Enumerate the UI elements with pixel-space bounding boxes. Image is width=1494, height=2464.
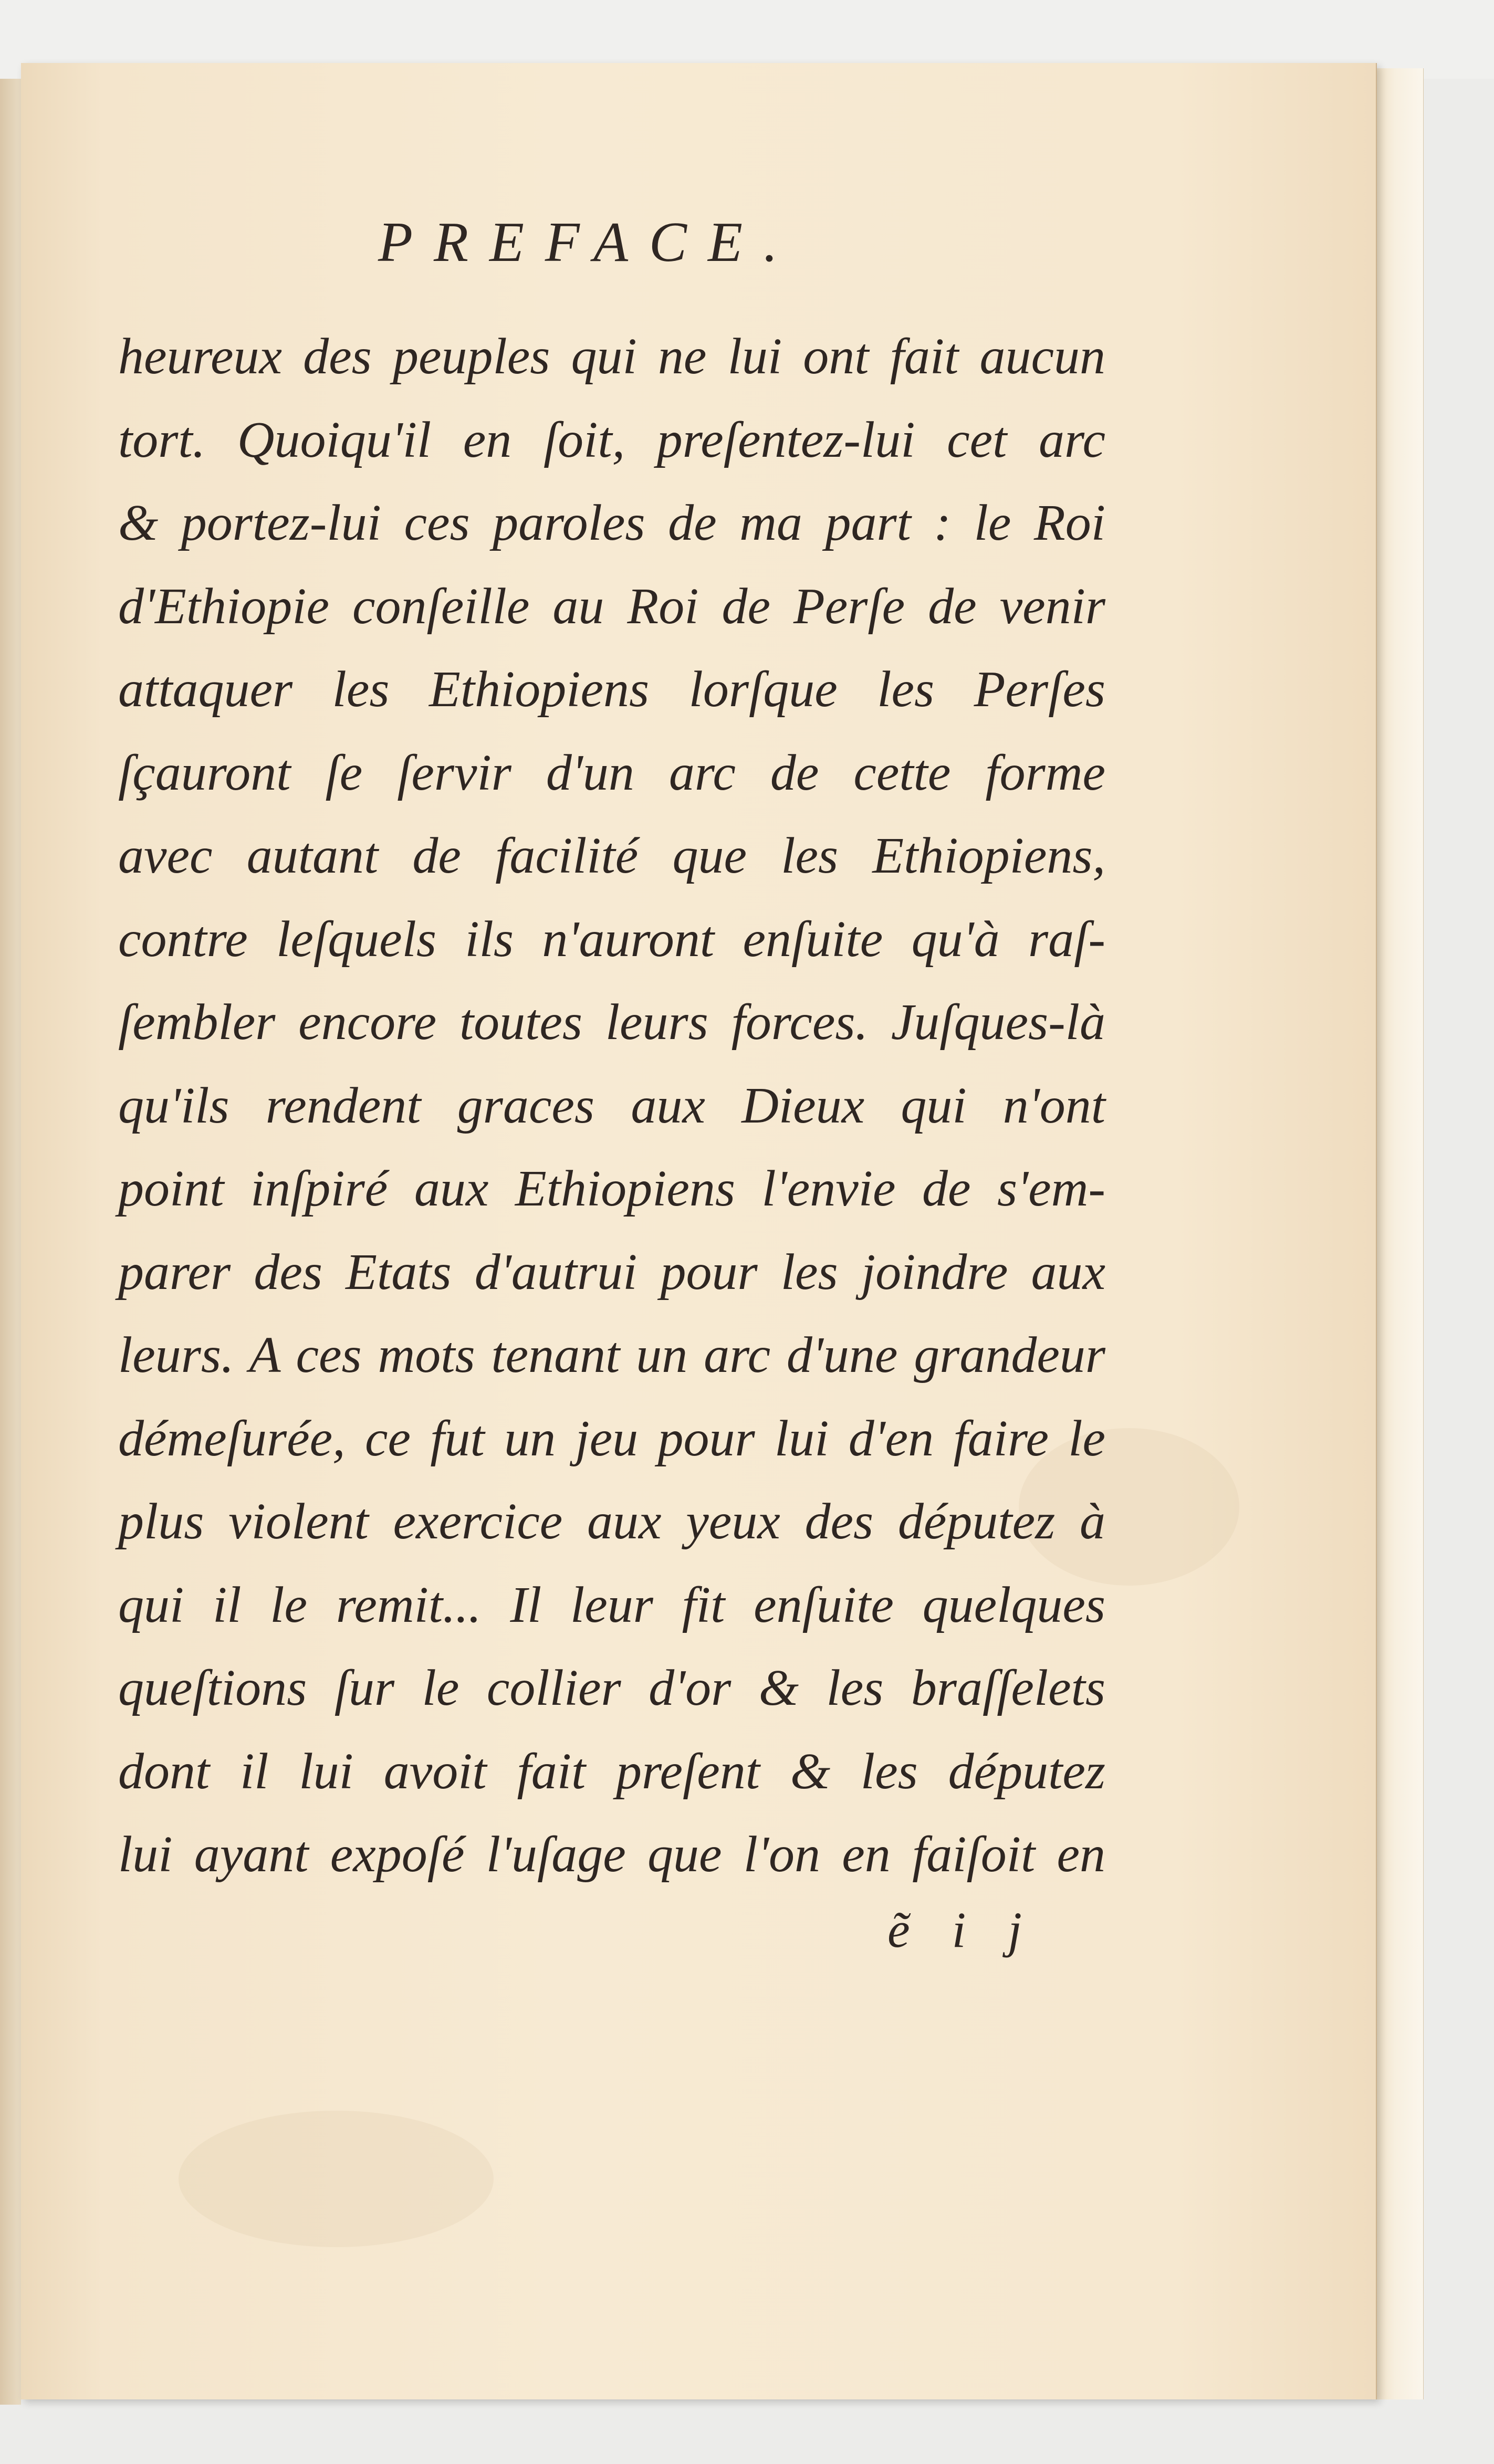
text-line: tort. Quoiqu'il en ſoit, preſentez-lui cet arc bbox=[118, 411, 1105, 468]
body-text bbox=[118, 315, 1105, 1896]
text-line: ſçauront ſe ſervir d'un arc de cette forme bbox=[118, 744, 1105, 801]
text-line: lui ayant expoſé l'uſage que l'on en faiſoit en bbox=[118, 1826, 1105, 1883]
text-line: avec autant de facilité que les Ethiopiens, bbox=[118, 827, 1105, 884]
text-line: qu'ils rendent graces aux Dieux qui n'ont bbox=[118, 1077, 1105, 1134]
running-head: PREFACE. bbox=[378, 211, 799, 274]
text-line: ſembler encore toutes leurs forces. Juſques-là bbox=[118, 994, 1105, 1051]
text-line: leurs. A ces mots tenant un arc d'une grandeur bbox=[118, 1327, 1105, 1383]
paper-stain bbox=[179, 2111, 494, 2247]
text-line: parer des Etats d'autrui pour les joindre aux bbox=[118, 1243, 1105, 1301]
text-line: d'Ethiopie conſeille au Roi de Perſe de venir bbox=[118, 578, 1105, 635]
text-line: qui il le remit... Il leur fit enſuite quelques bbox=[118, 1576, 1105, 1633]
text-line: démeſurée, ce fut un jeu pour lui d'en faire le bbox=[118, 1410, 1105, 1467]
page-fore-edge bbox=[1376, 68, 1424, 2399]
text-line: & portez-lui ces paroles de ma part : le Roi bbox=[118, 495, 1105, 551]
text-line: dont il lui avoit fait preſent & les députez bbox=[118, 1743, 1105, 1800]
text-line: heureux des peuples qui ne lui ont fait aucun bbox=[118, 328, 1105, 385]
signature-mark: ẽ i j bbox=[887, 1902, 1037, 1958]
text-line: attaquer les Ethiopiens lorſque les Perſes bbox=[118, 661, 1105, 718]
text-line: plus violent exercice aux yeux des députez à bbox=[118, 1493, 1105, 1550]
text-line: queſtions ſur le collier d'or & les braſſelets bbox=[118, 1660, 1105, 1716]
text-line: contre leſquels ils n'auront enſuite qu'à raſ- bbox=[118, 910, 1105, 968]
text-line: point inſpiré aux Ethiopiens l'envie de s'em- bbox=[118, 1160, 1105, 1217]
adjacent-page-edge bbox=[0, 79, 21, 2405]
